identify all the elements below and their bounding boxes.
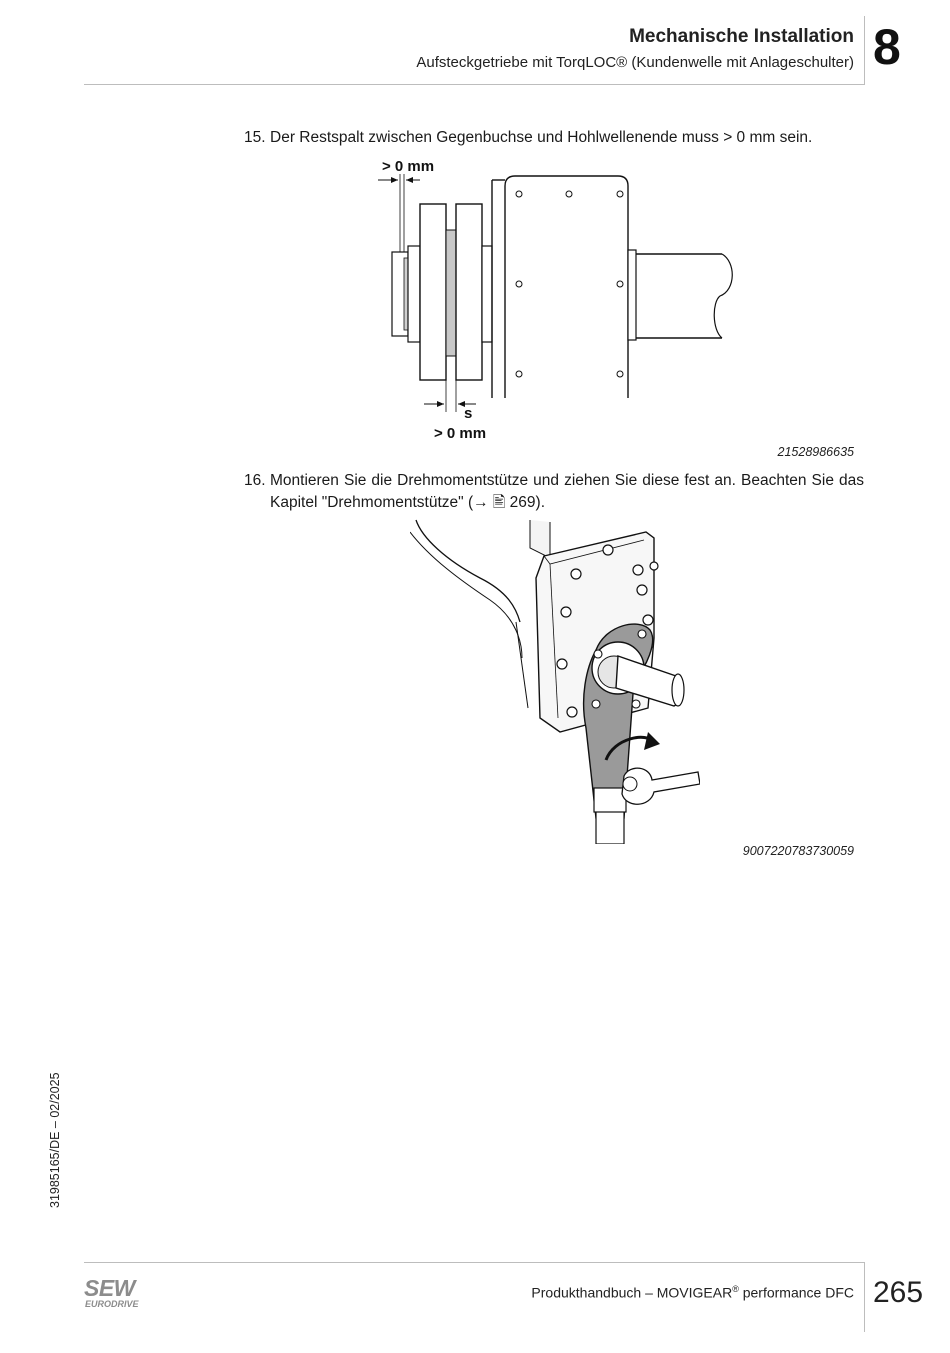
sew-eurodrive-logo bbox=[84, 1276, 156, 1310]
gap-label-s: s bbox=[464, 405, 473, 422]
step-16 bbox=[244, 470, 864, 516]
gap-diagram-figure bbox=[360, 150, 760, 450]
figure-id: 21528986635 bbox=[777, 445, 854, 459]
header-divider-vertical bbox=[864, 16, 865, 84]
gap-label-bottom: > 0 mm bbox=[434, 425, 487, 442]
torque-arm-figure bbox=[410, 518, 700, 844]
step-number: 15. bbox=[244, 129, 266, 146]
footer-product: Produkthandbuch – MOVIGEAR® performance DFC bbox=[531, 1284, 854, 1301]
step-text: Der Restspalt zwischen Gegenbuchse und Hohlwellenende muss > 0 mm sein. bbox=[270, 129, 813, 146]
chapter-number: 8 bbox=[873, 19, 901, 75]
header-divider-horizontal bbox=[84, 84, 865, 85]
figure-id: 9007220783730059 bbox=[742, 844, 854, 858]
gap-label-top: > 0 mm bbox=[382, 158, 435, 175]
footer-divider-vertical bbox=[864, 1262, 865, 1332]
svg-text:EURODRIVE: EURODRIVE bbox=[85, 1299, 139, 1309]
footer-divider-horizontal bbox=[84, 1262, 865, 1263]
section-title: Mechanische Installation bbox=[629, 26, 854, 47]
page-number: 265 bbox=[873, 1276, 924, 1309]
step-text: Montieren Sie die Drehmomentstütze und ziehen Sie diese fest an. Beachten Sie das Kapitel "Drehmomentstütze" (→ 🖹 269). bbox=[270, 472, 864, 511]
svg-text:SEW: SEW bbox=[84, 1276, 135, 1301]
step-number: 16. bbox=[244, 472, 266, 489]
document-number: 31985165/DE – 02/2025 bbox=[48, 1072, 62, 1208]
section-subtitle: Aufsteckgetriebe mit TorqLOC® (Kundenwelle mit Anlageschulter) bbox=[416, 54, 854, 71]
